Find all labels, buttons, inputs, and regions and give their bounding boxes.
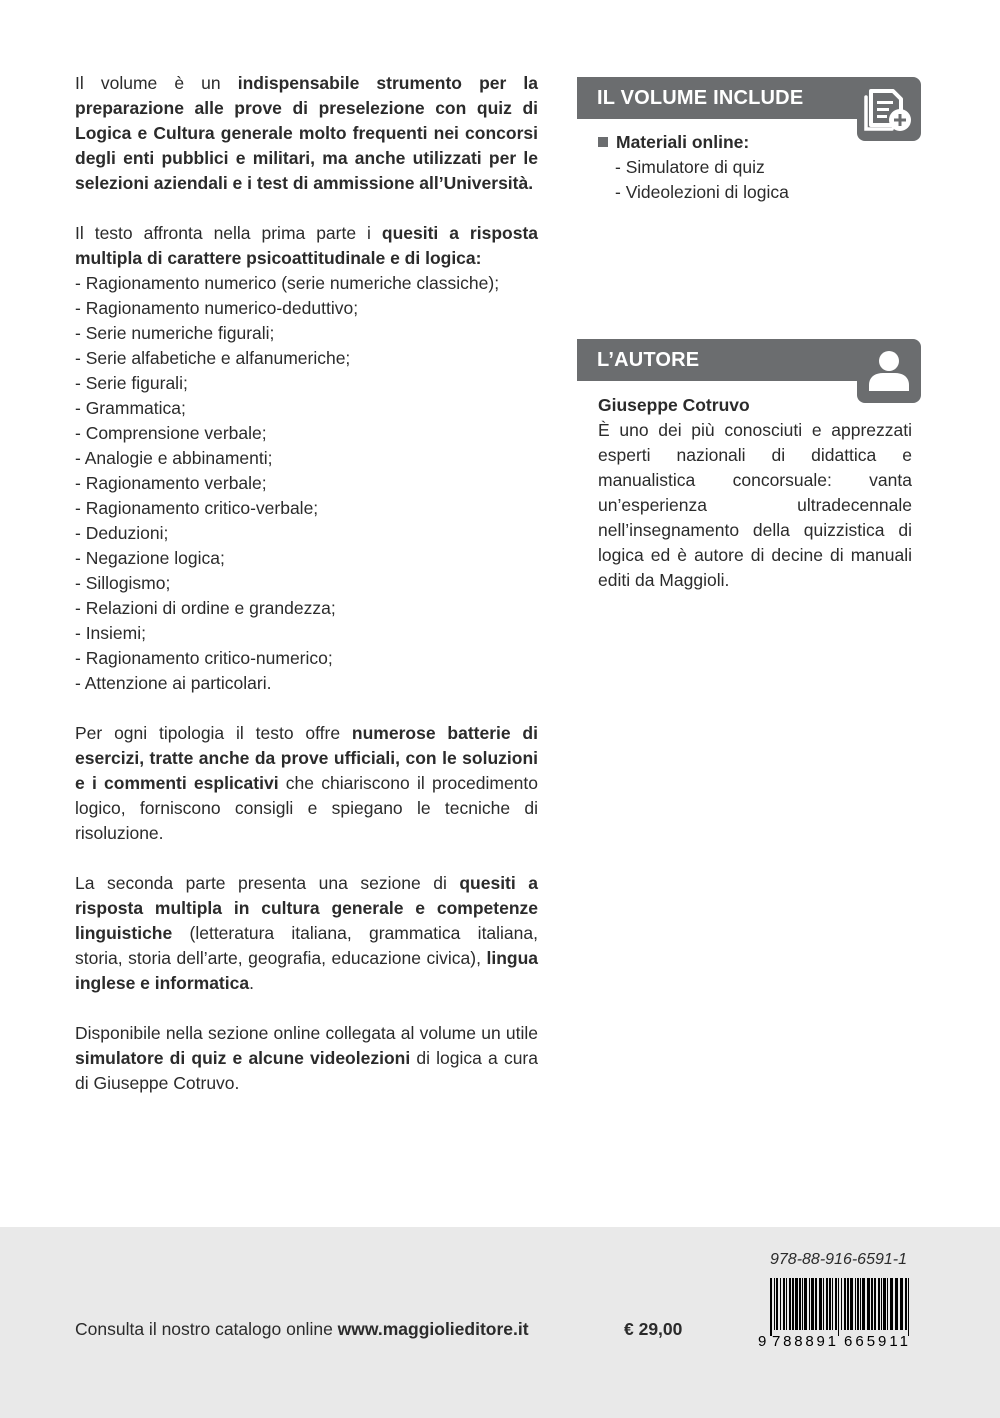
barcode-bar [823,1278,824,1330]
barcode-bar [809,1278,810,1330]
barcode-bar [890,1278,893,1330]
catalog-line [75,1317,529,1342]
topic-item: - Relazioni di ordine e grandezza; [75,598,336,618]
barcode-bar [841,1278,842,1330]
barcode-bar [802,1278,803,1330]
barcode-bar [838,1278,839,1336]
barcode-bar [883,1278,886,1330]
barcode-bar [862,1278,865,1330]
isbn-barcode [758,1278,914,1348]
topic-item: - Serie numeriche figurali; [75,323,275,343]
topic-item: - Ragionamento numerico-deduttivo; [75,298,359,318]
barcode-bar [881,1278,882,1330]
includes-header [577,77,877,119]
topic-item: - Ragionamento numerico (serie numeriche classiche); [75,273,500,293]
barcode-digits-right: 665911 [844,1333,908,1348]
author-block [598,393,912,593]
topic-item: - Serie alfabetiche e alfanumeriche; [75,348,351,368]
barcode-bar [878,1278,880,1330]
barcode-bar [855,1278,856,1330]
barcode-bar [795,1278,798,1330]
barcode-bar [871,1278,873,1330]
includes-title: IL VOLUME INCLUDE [597,87,804,109]
topic-list [75,271,538,696]
barcode-bar [811,1278,814,1330]
barcode-bar [860,1278,861,1330]
barcode-bar [799,1278,801,1330]
topic-item: - Attenzione ai particolari. [75,673,272,693]
barcode-bar [905,1278,907,1330]
barcode-bar [850,1278,853,1330]
barcode-bar [900,1278,903,1330]
barcode-bar [819,1278,822,1330]
barcode-bar [908,1278,909,1336]
topic-item: - Ragionamento critico-numerico; [75,648,333,668]
isbn-number: 978-88-916-6591-1 [770,1251,907,1268]
topic-item: - Comprensione verbale; [75,423,267,443]
catalog-text: Consulta il nostro catalogo online [75,1319,338,1339]
description-column [75,71,538,1121]
topic-item: - Analogie e abbinamenti; [75,448,273,468]
author-name: Giuseppe Cotruvo [598,395,750,415]
author-bio: È uno dei più conosciuti e apprezzati esperti nazionali di didattica e manualistica concorsuale: vanta un’esperienza ultradecennale nell’insegnamento della quizzistica di logica ed è autore di decine di manuali editi da Maggioli. [598,420,912,590]
intro-paragraph-4: La seconda parte presenta una sezione di quesiti a risposta multipla in cultura generale e competenze linguistiche (letteratura italiana, grammatica italiana, storia, storia dell’arte, geografia, educazione civica), lingua inglese e informatica. [75,873,538,993]
barcode-bars [770,1278,909,1336]
barcode-bar [789,1278,791,1330]
includes-item: - Videolezioni di logica [615,182,789,202]
barcode-bar [826,1278,828,1330]
topic-item: - Sillogismo; [75,573,171,593]
barcode-digits-left: 788891 [772,1333,836,1348]
topic-item: - Negazione logica; [75,548,225,568]
topic-item: - Grammatica; [75,398,186,418]
barcode-bar [776,1278,778,1330]
price: € 29,00 [624,1319,683,1339]
barcode-bar [832,1278,833,1330]
barcode-bar [867,1278,870,1330]
includes-list [598,130,928,205]
barcode-bar [835,1278,837,1330]
includes-heading: Materiali online: [598,130,928,155]
barcode-bar [844,1278,846,1330]
author-underline [577,379,877,381]
barcode-bar [786,1278,787,1330]
barcode-bar [847,1278,849,1330]
barcode-bar [783,1278,785,1330]
topic-item: - Insiemi; [75,623,146,643]
intro-paragraph-1: Il volume è un indispensabile strumento per la preparazione alle prove di preselezione con quiz di Logica e Cultura generale molto frequenti nei concorsi degli enti pubblici e militari, ma anche utilizzati per le selezioni aziendali e i test di ammissione all’Università. [75,73,538,193]
intro-paragraph-3: Per ogni tipologia il testo offre numerose batterie di esercizi, tratte anche da prove ufficiali, con le soluzioni e i commenti esplicativi che chiariscono il procedimento logico, forniscono consigli e spiegano le tecniche di risoluzione. [75,723,538,843]
barcode-bar [780,1278,781,1330]
topic-item: - Ragionamento verbale; [75,473,267,493]
topic-item: - Deduzioni; [75,523,169,543]
barcode-bar [770,1278,772,1336]
intro-paragraph-2: Il testo affronta nella prima parte i quesiti a risposta multipla di carattere psicoattitudinale e di logica: [75,223,538,268]
barcode-bar [774,1278,775,1330]
barcode-digit-lead: 9 [758,1333,767,1348]
topic-item: - Ragionamento critico-verbale; [75,498,319,518]
barcode-bar [874,1278,876,1330]
intro-paragraph-5: Disponibile nella sezione online collegata al volume un utile simulatore di quiz e alcune videolezioni di logica a cura di Giuseppe Cotruvo. [75,1023,538,1093]
barcode-bar [857,1278,859,1330]
square-bullet-icon [598,137,608,147]
catalog-url[interactable]: www.maggiolieditore.it [337,1319,529,1339]
barcode-bar [815,1278,817,1330]
author-header [577,339,877,381]
barcode-bar [887,1278,888,1330]
barcode-bar [895,1278,898,1330]
barcode-bar [792,1278,794,1330]
includes-underline [577,117,877,119]
author-title: L’AUTORE [597,349,700,371]
topic-item: - Serie figurali; [75,373,188,393]
barcode-bar [829,1278,831,1330]
includes-item: - Simulatore di quiz [615,157,765,177]
barcode-bar [804,1278,807,1330]
